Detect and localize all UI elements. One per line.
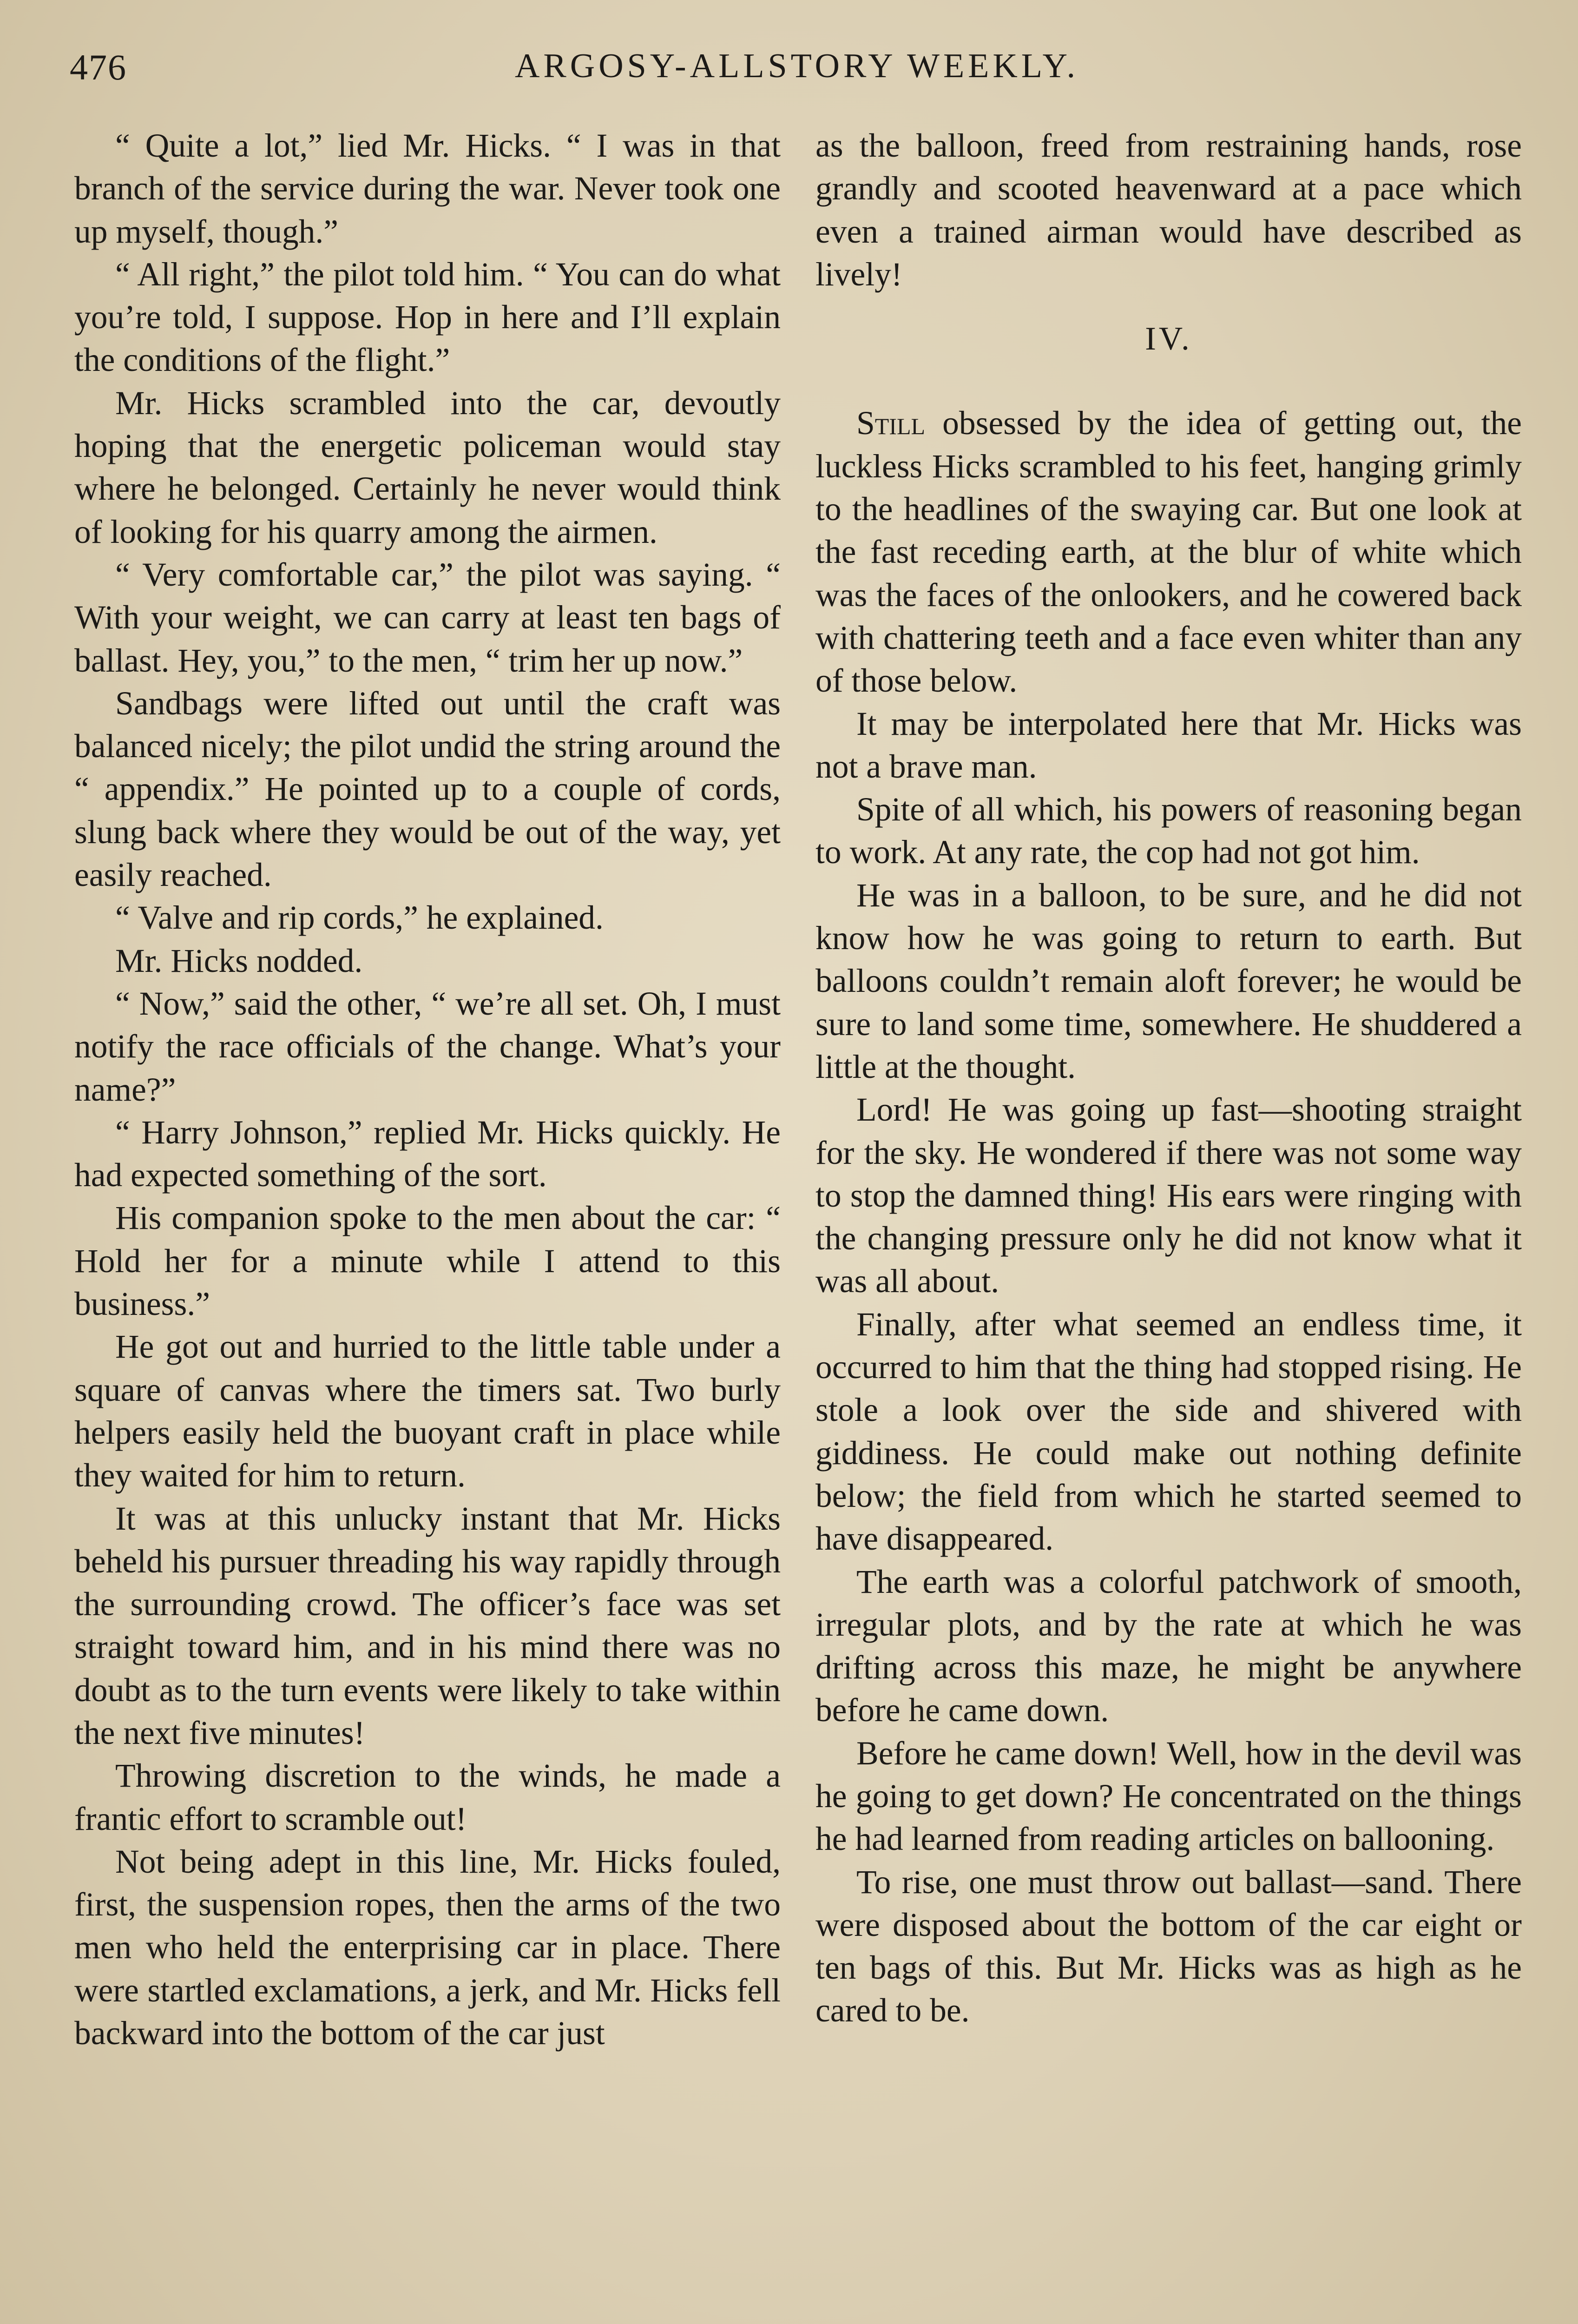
right-text-column bbox=[815, 125, 1522, 2033]
lead-smallcaps: Still bbox=[856, 405, 926, 442]
paragraph: Finally, after what seemed an endless time, it occurred to him that the thing had stopped rising. He stole a look over the side and shivered with giddiness. He could make out nothing definite below; the field from which he started seemed to have disappeared. bbox=[815, 1306, 1522, 1558]
continued-paragraph: as the balloon, freed from restraining hands, rose grandly and scooted heavenward at a pace which even a trained airman would have described as lively! bbox=[815, 127, 1522, 293]
paragraph: He got out and hurried to the little table under a square of canvas where the timers sat. Two burly helpers easily held the buoyant craft in place while they waited for him to return. bbox=[74, 1328, 781, 1494]
paragraph: “ Quite a lot,” lied Mr. Hicks. “ I was in that branch of the service during the war. Never took one up myself, though.” bbox=[74, 127, 781, 250]
paragraph: Throwing discretion to the winds, he made a frantic effort to scramble out! bbox=[74, 1757, 781, 1837]
paragraph: Not being adept in this line, Mr. Hicks fouled, first, the suspension ropes, then the arms of the two men who held the enterprising car in place. There were startled exclamations, a jerk, and Mr. Hicks fell backward into the bottom of the car just bbox=[74, 1843, 781, 2052]
section-lead-paragraph bbox=[815, 402, 1522, 702]
paragraph: Spite of all which, his powers of reasoning began to work. At any rate, the cop had not got him. bbox=[815, 791, 1522, 871]
paragraph: “ Harry Johnson,” replied Mr. Hicks quickly. He had expected something of the sort. bbox=[74, 1114, 781, 1194]
left-text-column bbox=[74, 125, 781, 2055]
paragraph: Mr. Hicks scrambled into the car, devoutly hoping that the energetic policeman would stay where he belonged. Certainly he never would think of looking for his quarry among the airmen. bbox=[74, 384, 781, 550]
right-paragraphs bbox=[815, 703, 1522, 2033]
paragraph: “ Now,” said the other, “ we’re all set. Oh, I must notify the race officials of the change. What’s your name?” bbox=[74, 985, 781, 1108]
paragraph: “ Very comfortable car,” the pilot was saying. “ With your weight, we can carry at least ten bags of ballast. Hey, you,” to the men, “ trim her up now.” bbox=[74, 556, 781, 679]
paragraph: Lord! He was going up fast—shooting straight for the sky. He wondered if there was not some way to stop the damned thing! His ears were ringing with the changing pressure only he did not know what it was all about. bbox=[815, 1091, 1522, 1300]
paragraph: “ Valve and rip cords,” he explained. bbox=[115, 899, 604, 937]
paragraph: He was in a balloon, to be sure, and he did not know how he was going to return to earth. But balloons couldn’t remain aloft forever; he would be sure to land some time, somewhere. He shuddered a little at the thought. bbox=[815, 877, 1522, 1085]
page-number: 476 bbox=[70, 47, 127, 87]
paragraph: Before he came down! Well, how in the devil was he going to get down? He concentrated on the things he had learned from reading articles on ballooning. bbox=[815, 1735, 1522, 1858]
paragraph: It may be interpolated here that Mr. Hicks was not a brave man. bbox=[815, 705, 1522, 785]
paragraph: His companion spoke to the men about the car: “ Hold her for a minute while I attend to this business.” bbox=[74, 1200, 781, 1323]
running-title: ARGOSY-ALLSTORY WEEKLY. bbox=[514, 47, 1079, 85]
paragraph: Sandbags were lifted out until the craft was balanced nicely; the pilot undid the string around the “ appendix.” He pointed up to a couple of cords, slung back where they would be out of the way, yet easily reached. bbox=[74, 685, 781, 894]
paragraph: The earth was a colorful patchwork of smooth, irregular plots, and by the rate at which he was drifting across this maze, he might be anywhere before he came down. bbox=[815, 1563, 1522, 1729]
section-heading: IV. bbox=[1145, 321, 1192, 357]
paragraph: It was at this unlucky instant that Mr. Hicks beheld his pursuer threading his way rapidly through the surrounding crowd. The officer’s face was set straight toward him, and in his mind there was no doubt as to the turn events were likely to take within the next five minutes! bbox=[74, 1500, 781, 1751]
page-header bbox=[70, 46, 1524, 98]
paragraph: “ All right,” the pilot told him. “ You can do what you’re told, I suppose. Hop in here and I’ll explain the conditions of the flight.” bbox=[74, 256, 781, 379]
paragraph: To rise, one must throw out ballast—sand. There were disposed about the bottom of the car eight or ten bags of this. But Mr. Hicks was as high as he cared to be. bbox=[815, 1863, 1522, 2029]
lead-text: obsessed by the idea of getting out, the luckless Hicks scrambled to his feet, hanging grimly to the headlines of the swaying car. But one look at the fast receding earth, at the blur of white which was the faces of the onlookers, and he cowered back with chattering teeth and a face even whiter than any of those below. bbox=[815, 405, 1522, 700]
paragraph: Mr. Hicks nodded. bbox=[115, 942, 363, 979]
